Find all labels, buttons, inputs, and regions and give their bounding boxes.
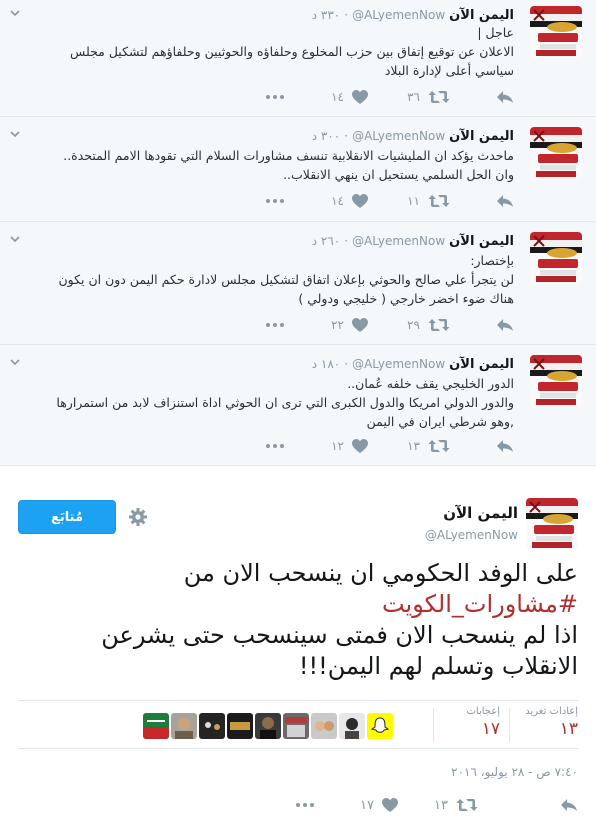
liker-avatar[interactable] <box>255 713 281 739</box>
heart-icon <box>352 194 368 208</box>
like-count: ١٤ <box>331 194 344 208</box>
author-name[interactable]: اليمن الآن <box>443 504 518 522</box>
author-name[interactable]: اليمن الآن <box>449 7 514 23</box>
following-button[interactable]: مُتابَع <box>18 500 116 534</box>
liker-avatar[interactable] <box>367 713 393 739</box>
gear-icon[interactable] <box>127 506 149 528</box>
divider <box>18 700 578 701</box>
chevron-down-icon[interactable] <box>10 236 20 242</box>
retweet-button[interactable] <box>368 439 450 453</box>
tweet-line: ماحدث يؤكد ان المليشيات الانقلابية تنسف مشاورات السلام التي تقودها الامم المتحدة.. <box>63 148 514 163</box>
tweet-text <box>14 251 514 308</box>
reply-button[interactable] <box>450 439 514 453</box>
retweet-icon <box>428 90 450 104</box>
tweet-line: الاعلان عن توقيع إتفاق بين حزب المخلوع وحلفاؤه والحوثيين وحلفاؤهم لتشكيل مجلس <box>70 44 514 59</box>
retweets-value: ١٣ <box>559 719 578 739</box>
like-button[interactable] <box>284 318 368 332</box>
chevron-down-icon[interactable] <box>10 359 20 365</box>
liker-avatars <box>143 713 393 739</box>
more-button[interactable] <box>244 199 284 203</box>
retweet-count: ١٣ <box>407 439 420 453</box>
separator-dot: · <box>344 234 349 248</box>
retweet-count: ٣٦ <box>407 90 420 104</box>
like-button[interactable] <box>284 439 368 453</box>
more-icon <box>296 803 314 807</box>
like-button[interactable] <box>284 90 368 104</box>
reply-button[interactable] <box>450 90 514 104</box>
heart-icon <box>352 439 368 453</box>
retweet-button[interactable] <box>368 318 450 332</box>
author-handle[interactable]: @ALyemenNow <box>352 234 446 248</box>
retweet-button[interactable] <box>398 798 478 813</box>
retweet-icon <box>428 194 450 208</box>
likes-value: ١٧ <box>481 719 500 739</box>
timeline-tweet[interactable] <box>0 117 596 222</box>
liker-avatar[interactable] <box>227 713 253 739</box>
likes-stat[interactable] <box>444 706 500 739</box>
chevron-down-icon[interactable] <box>10 10 20 16</box>
reply-button[interactable] <box>478 798 578 812</box>
divider <box>18 748 578 749</box>
like-count: ١٢ <box>331 439 344 453</box>
tweet-timestamp[interactable]: ٧:٤٠ ص - ٢٨ يوليو، ٢٠١٦ <box>451 765 578 779</box>
author-handle[interactable]: @ALyemenNow <box>352 129 446 143</box>
timeline-tweet[interactable] <box>0 0 596 117</box>
divider <box>433 708 434 742</box>
retweet-icon <box>428 318 450 332</box>
reply-icon <box>496 439 514 453</box>
avatar[interactable] <box>530 232 582 284</box>
tweet-line: اذا لم ينسحب الان فمتى سينسحب حتى يشرعن <box>101 621 578 649</box>
retweet-count: ١٣ <box>434 797 448 813</box>
separator-dot: · <box>344 129 349 143</box>
liker-avatar[interactable] <box>199 713 225 739</box>
retweet-button[interactable] <box>368 194 450 208</box>
more-button[interactable] <box>244 95 284 99</box>
more-icon <box>266 323 284 327</box>
more-button[interactable] <box>274 803 314 807</box>
tweet-line: هناك ضوء اخضر خارجي ( خليجي ودولي ) <box>298 291 514 306</box>
expanded-tweet <box>0 468 596 826</box>
timeline-tweet[interactable] <box>0 222 596 345</box>
reply-icon <box>496 90 514 104</box>
tweet-time[interactable]: ١٨٠ د <box>311 357 341 371</box>
author-name[interactable]: اليمن الآن <box>449 128 514 144</box>
avatar[interactable] <box>530 355 582 407</box>
author-handle[interactable]: @ALyemenNow <box>352 357 446 371</box>
tweet-time[interactable]: ٣٠٠ د <box>311 129 341 143</box>
retweets-stat[interactable] <box>522 706 578 739</box>
author-name[interactable]: اليمن الآن <box>449 233 514 249</box>
tweet-actions <box>0 88 514 106</box>
reply-icon <box>560 798 578 812</box>
avatar[interactable] <box>530 6 582 58</box>
more-icon <box>266 444 284 448</box>
reply-button[interactable] <box>450 194 514 208</box>
author-handle[interactable]: @ALyemenNow <box>424 528 518 542</box>
retweet-button[interactable] <box>368 90 450 104</box>
tweet-header <box>312 6 514 24</box>
reply-button[interactable] <box>450 318 514 332</box>
like-button[interactable] <box>314 798 398 813</box>
liker-avatar[interactable] <box>143 713 169 739</box>
reply-icon <box>496 194 514 208</box>
tweet-actions <box>0 192 514 210</box>
retweet-count: ١١ <box>407 194 420 208</box>
like-count: ١٤ <box>331 90 344 104</box>
divider <box>509 708 510 742</box>
avatar[interactable] <box>526 498 578 550</box>
reply-icon <box>496 318 514 332</box>
more-icon <box>266 95 284 99</box>
retweets-label: إعادات تغريد <box>525 706 578 717</box>
tweet-time[interactable]: ٢٦٠ د <box>311 234 341 248</box>
like-count: ١٧ <box>360 797 374 813</box>
tweet-text <box>14 23 514 80</box>
tweet-header <box>312 127 514 145</box>
author-name[interactable]: اليمن الآن <box>449 356 514 372</box>
tweet-text <box>14 374 514 431</box>
tweet-line: والدور الدولي امريكا والدول الكبرى التي ترى ان الحوثي اداة استنزاف لابد من استمرارها <box>56 395 514 410</box>
author-handle[interactable]: @ALyemenNow <box>352 8 446 22</box>
tweet-text <box>14 146 514 184</box>
tweet-text <box>18 558 578 682</box>
tweet-line: الانقلاب وتسلم لهم اليمن!!! <box>298 652 578 680</box>
tweet-header <box>312 232 514 250</box>
more-button[interactable] <box>244 323 284 327</box>
liker-avatar[interactable] <box>171 713 197 739</box>
liker-avatar[interactable] <box>283 713 309 739</box>
retweet-count: ٢٩ <box>407 318 420 332</box>
retweet-icon <box>456 798 478 812</box>
tweet-line: لن يتجرأ علي صالح والحوثي بإعلان اتفاق لتشكيل مجلس لادارة حكم اليمن دون ان يكون <box>58 272 514 287</box>
likes-label: إعجابات <box>466 706 500 717</box>
timeline-tweet[interactable] <box>0 345 596 466</box>
avatar[interactable] <box>530 127 582 179</box>
retweet-icon <box>428 439 450 453</box>
hashtag-link[interactable]: #مشاورات_الكويت <box>381 590 578 618</box>
liker-avatar[interactable] <box>339 713 365 739</box>
tweet-line: وان الحل السلمي يستحيل ان ينهي الانقلاب.. <box>283 167 514 182</box>
tweet-line: الدور الخليجي يقف خلفه عُمان.. <box>347 376 514 391</box>
chevron-down-icon[interactable] <box>10 131 20 137</box>
tweet-actions <box>0 796 578 814</box>
tweet-actions <box>0 316 514 334</box>
tweet-line: عاجل | <box>477 25 514 40</box>
liker-avatar[interactable] <box>311 713 337 739</box>
tweet-line: بإختصار: <box>470 253 514 268</box>
heart-icon <box>352 318 368 332</box>
like-button[interactable] <box>284 194 368 208</box>
tweet-header <box>312 355 514 373</box>
like-count: ٢٢ <box>331 318 344 332</box>
tweet-line: سياسي أعلى لإدارة البلاد <box>384 63 514 78</box>
more-button[interactable] <box>244 444 284 448</box>
tweet-actions <box>0 437 514 455</box>
heart-icon <box>382 798 398 812</box>
separator-dot: · <box>344 357 349 371</box>
separator-dot: · <box>344 8 349 22</box>
more-icon <box>266 199 284 203</box>
tweet-line: ,وهو شرطي ايران في اليمن <box>366 414 514 429</box>
tweet-time[interactable]: ٣٣٠ د <box>311 8 341 22</box>
heart-icon <box>352 90 368 104</box>
tweet-line: على الوفد الحكومي ان ينسحب الان من <box>183 559 578 587</box>
